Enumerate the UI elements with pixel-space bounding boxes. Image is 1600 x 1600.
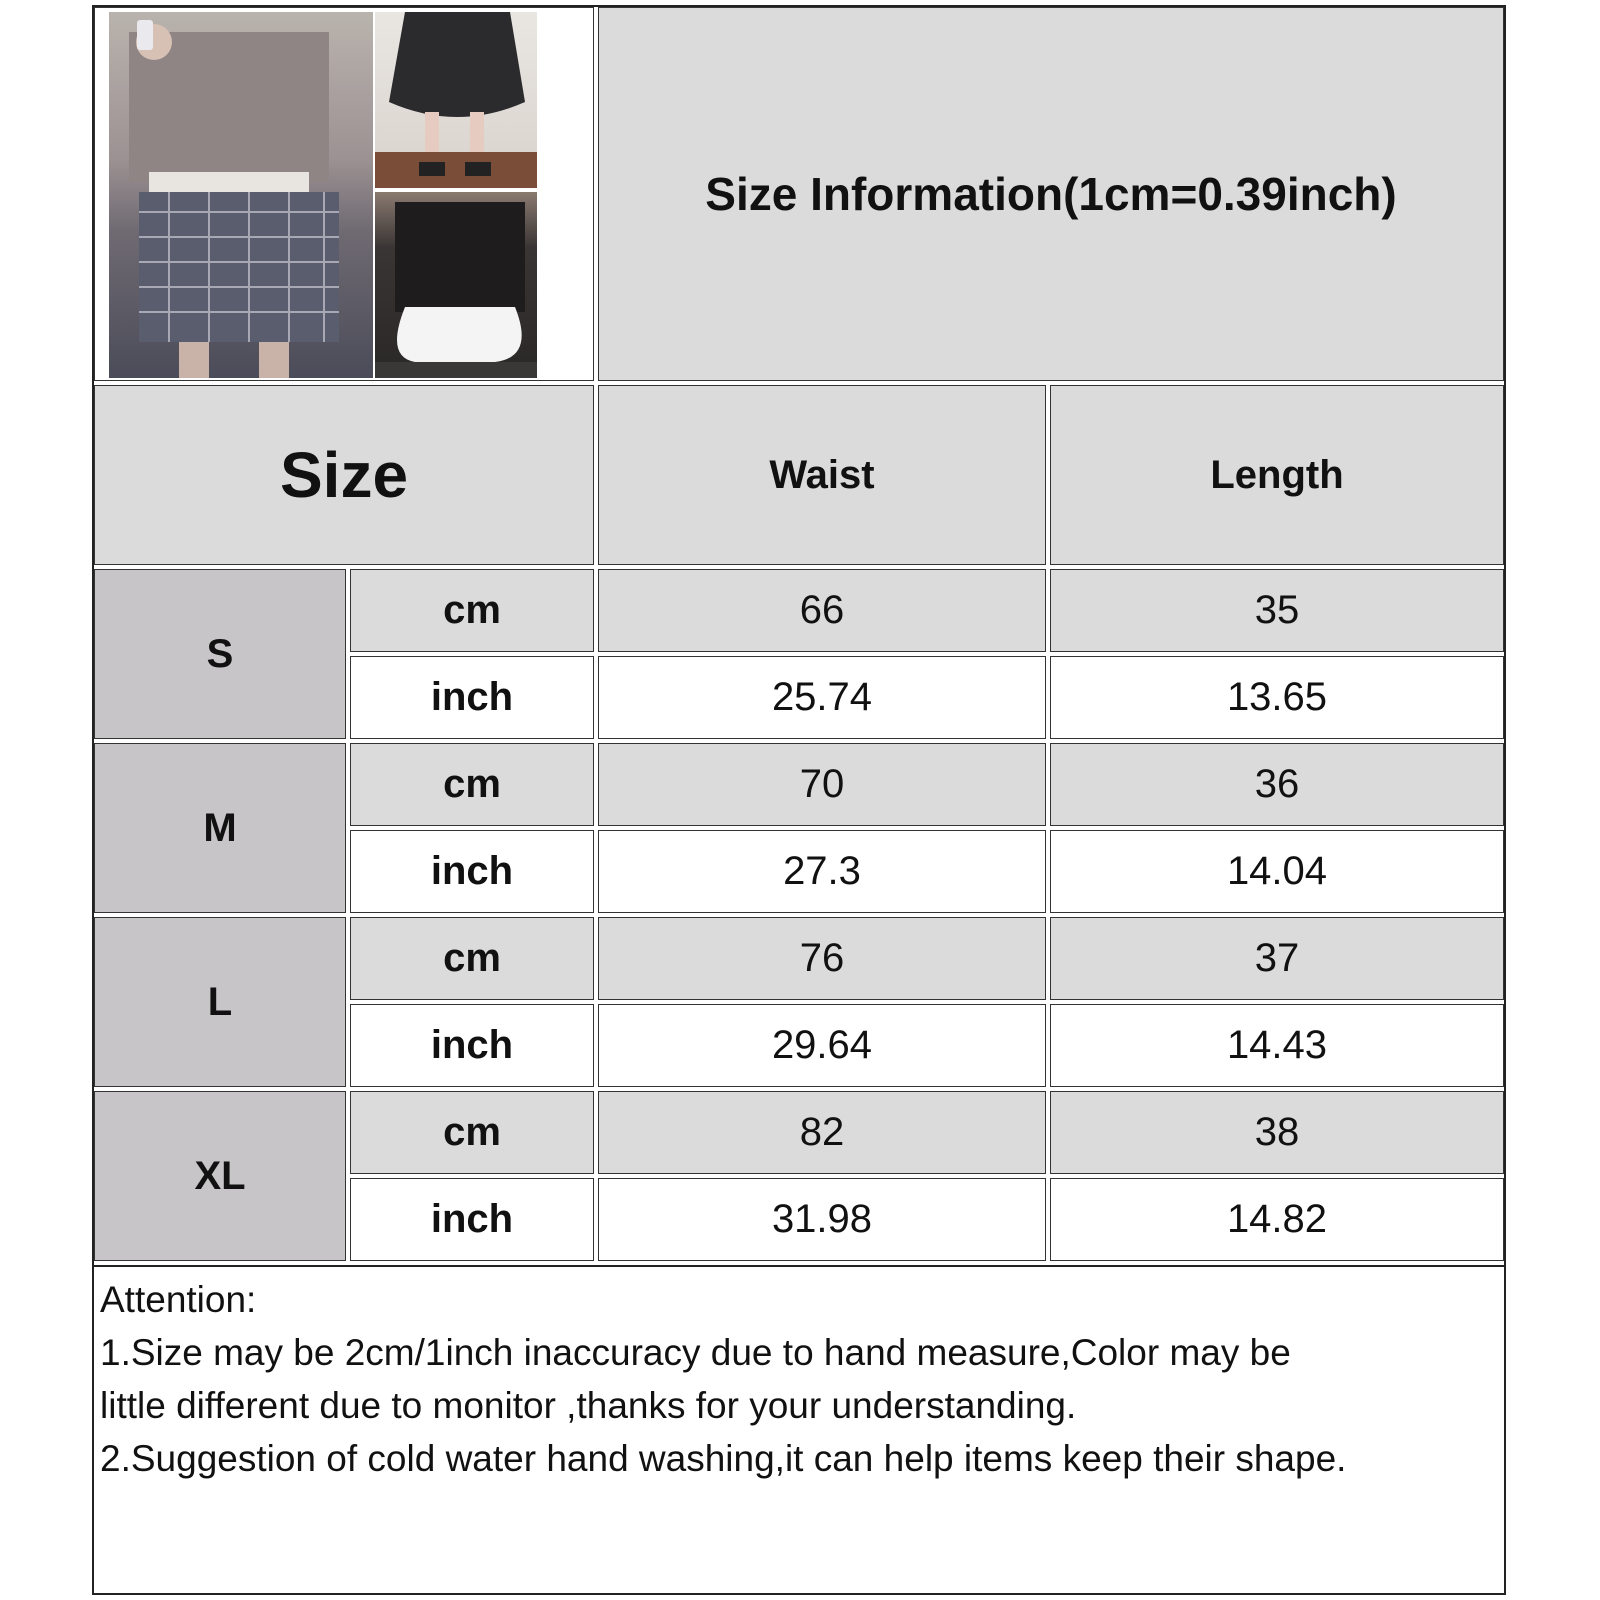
product-photo-white-skirt [375, 192, 537, 378]
length-value: 14.82 [1050, 1178, 1504, 1261]
size-label-xl: XL [94, 1091, 346, 1261]
page-title: Size Information(1cm=0.39inch) [598, 7, 1504, 381]
unit-label: cm [350, 569, 594, 652]
photo-panel [94, 7, 594, 381]
product-photo-black-skirt [375, 12, 537, 188]
waist-value: 76 [598, 917, 1046, 1000]
size-chart [92, 5, 1506, 1595]
unit-label: inch [350, 1004, 594, 1087]
attention-heading: Attention: [100, 1279, 257, 1320]
length-value: 14.04 [1050, 830, 1504, 913]
length-value: 14.43 [1050, 1004, 1504, 1087]
unit-label: inch [350, 830, 594, 913]
size-label-m: M [94, 743, 346, 913]
unit-label: inch [350, 656, 594, 739]
size-label-l: L [94, 917, 346, 1087]
waist-value: 27.3 [598, 830, 1046, 913]
length-value: 36 [1050, 743, 1504, 826]
size-column-header: Size [94, 385, 594, 565]
waist-value: 31.98 [598, 1178, 1046, 1261]
waist-value: 82 [598, 1091, 1046, 1174]
length-value: 37 [1050, 917, 1504, 1000]
waist-value: 66 [598, 569, 1046, 652]
note-line: 2.Suggestion of cold water hand washing,it can help items keep their shape. [100, 1438, 1347, 1479]
unit-label: cm [350, 743, 594, 826]
waist-value: 70 [598, 743, 1046, 826]
waist-column-header: Waist [598, 385, 1046, 565]
unit-label: inch [350, 1178, 594, 1261]
length-value: 38 [1050, 1091, 1504, 1174]
unit-label: cm [350, 917, 594, 1000]
attention-notes [94, 1265, 1504, 1593]
product-photo-plaid [109, 12, 373, 378]
size-label-s: S [94, 569, 346, 739]
length-column-header: Length [1050, 385, 1504, 565]
note-line: 1.Size may be 2cm/1inch inaccuracy due to hand measure,Color may be [100, 1332, 1291, 1373]
length-value: 13.65 [1050, 656, 1504, 739]
length-value: 35 [1050, 569, 1504, 652]
unit-label: cm [350, 1091, 594, 1174]
note-line: little different due to monitor ,thanks for your understanding. [100, 1385, 1077, 1426]
photo-collage [109, 12, 539, 378]
waist-value: 29.64 [598, 1004, 1046, 1087]
waist-value: 25.74 [598, 656, 1046, 739]
